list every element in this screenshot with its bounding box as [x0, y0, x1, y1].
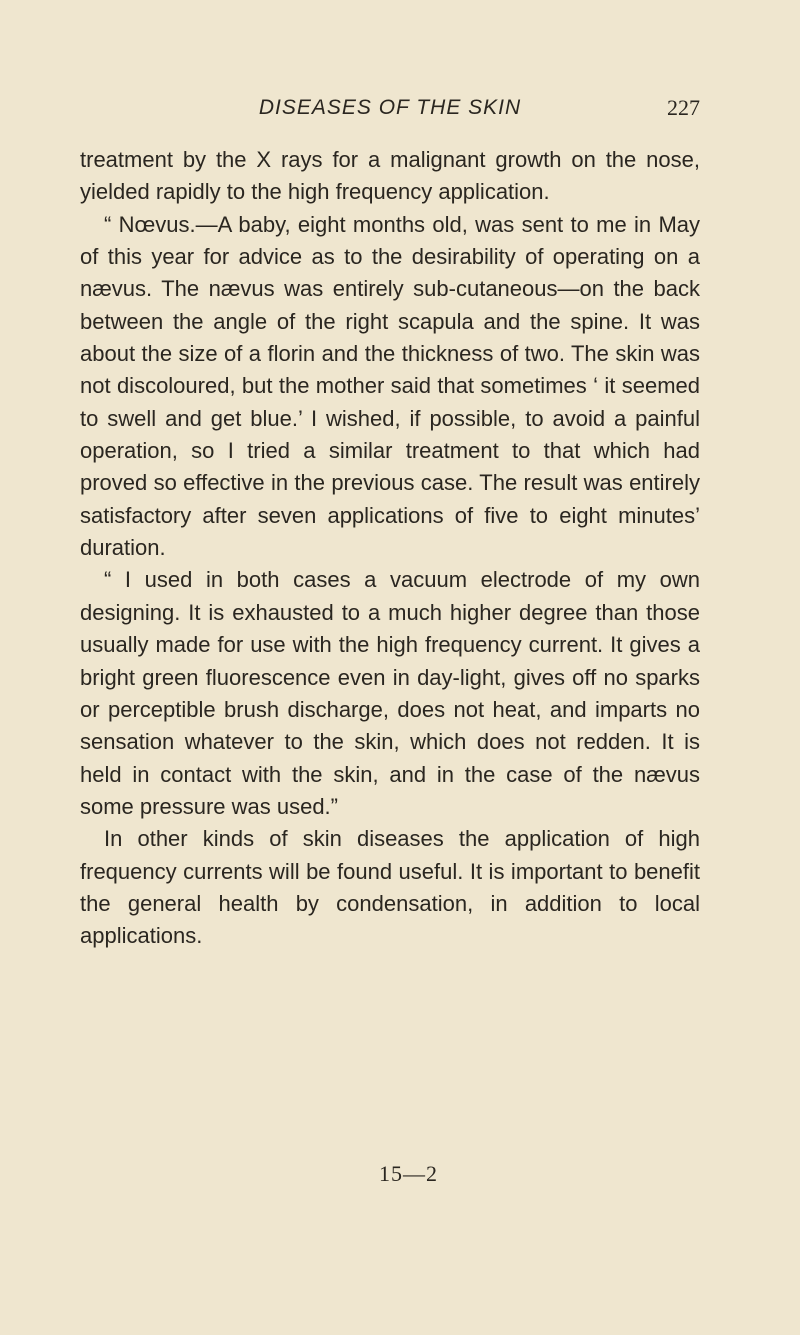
paragraph: In other kinds of skin diseases the application of high frequency currents will be found useful. It is important to benefit the general health by condensation, in addition to local applications. [80, 826, 700, 949]
signature-mark: 15—2 [379, 1161, 438, 1186]
page-number: 227 [667, 95, 700, 120]
paragraph: treatment by the X rays for a malignant growth on the nose, yielded rapidly to the high frequency application. [80, 147, 700, 205]
running-head [80, 93, 700, 123]
body-text [80, 144, 700, 953]
running-title: DISEASES OF THE SKIN [258, 96, 522, 119]
paragraph: “ I used in both cases a vacuum electrode of my own designing. It is exhausted to a much higher degree than those usually made for use with the high frequency current. It gives a bright green fluorescence even in day-light, gives off no sparks or perceptible brush discharge, does not heat, and imparts no sensation whatever to the skin, which does not redden. It is held in contact with the skin, and in the case of the nævus some pressure was used.” [80, 567, 700, 819]
paragraph: “ Nœvus.—A baby, eight months old, was sent to me in May of this year for advice as to the desirability of operating on a nævus. The nævus was entirely sub-cutaneous—on the back between the angle of the right scapula and the spine. It was about the size of a florin and the thickness of two. The skin was not discoloured, but the mother said that sometimes ‘ it seemed to swell and get blue.’ I wished, if possible, to avoid a painful operation, so I tried a similar treatment to that which had proved so effective in the previous case. The result was entirely satisfactory after seven applications of five to eight minutes’ duration. [80, 211, 700, 561]
